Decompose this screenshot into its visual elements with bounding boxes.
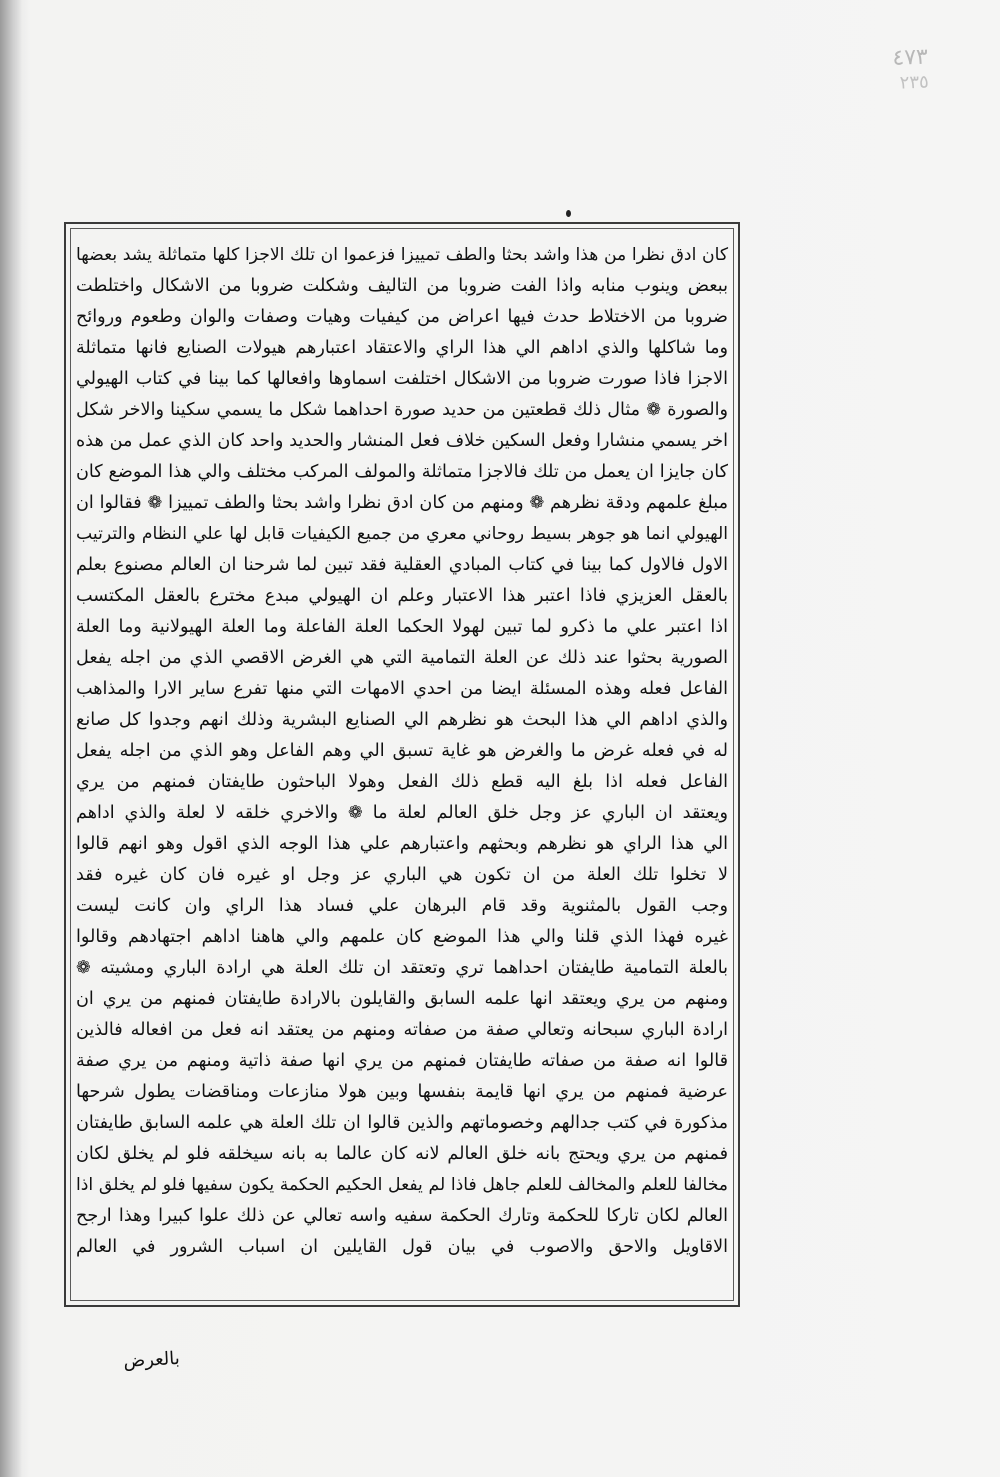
text-line: وما شاكلها والذي اداهم الي هذا الراي والاعتقاد اعتبارهم هيولات الصنايع فانها متماثلة bbox=[76, 338, 728, 358]
text-line: ضروبا من الاختلاط حدث فيها اعراض من كيفيات وهيات وصفات والوان وطعوم وروائح bbox=[76, 307, 728, 327]
text-line: بالعقل العزيزي فاذا اعتبر هذا الاعتبار وعلم ان الهيولي مبدع مخترع بالعقل المكتسب bbox=[76, 586, 728, 606]
text-line: العالم لكان تاركا للحكمة وتارك الحكمة سفيه واسه تعالي عن ذلك علوا كبيرا وهذا ارجح bbox=[76, 1206, 728, 1226]
text-line: ويعتقد ان الباري عز وجل خلق العالم لعلة ما ❁ والاخري خلقه لا لعلة والذي اداهم bbox=[76, 803, 728, 823]
text-line: اذا اعتبر علي ما ذكرو لما تبين لهولا الحكما العلة الفاعلة وما العلة الهيولانية وما العلة bbox=[76, 617, 728, 637]
catchword: بالعرض bbox=[122, 1347, 181, 1372]
manuscript-text-block bbox=[72, 240, 732, 1296]
text-line: ومنهم من يري ويعتقد انها علمه السابق والقايلون بالارادة طايفتان فمنهم من يري ان bbox=[76, 989, 728, 1009]
text-line: غيره فهذا الذي قلنا والي هذا الموضع كان علمهم والي هاهنا اداهم اجتهادهم وقالوا bbox=[76, 927, 728, 947]
folio-number-sub: ٢٣٥ bbox=[899, 71, 930, 94]
text-line: الاجزا فاذا صورت ضروبا من الاشكال اختلفت اسماوها وافعالها كما بينا في كتاب الهيولي bbox=[76, 369, 728, 389]
book-spine-shadow bbox=[0, 0, 22, 1477]
text-line: عرضية فمنهم من يري انها قايمة بنفسها وبين هولا منازعات ومناقضات يطول شرحها bbox=[76, 1082, 728, 1102]
text-line: اخر يسمي منشارا وفعل السكين خلاف فعل المنشار والحديد واحد كان الذي عمل من هذه bbox=[76, 431, 728, 451]
text-line: الهيولي انما هو جوهر بسيط روحاني معري من جميع الكيفيات قابل لها علي النظام والترتيب bbox=[76, 524, 728, 544]
text-line: له في فعله غرض ما والغرض هو غاية تسبق الي وهم الفاعل وهو الذي من اجله يفعل bbox=[76, 741, 728, 761]
folio-number bbox=[847, 44, 930, 94]
text-line: الفاعل فعله وهذه المسئلة ايضا من احدي الامهات التي منها تفرع ساير الارا والمذاهب bbox=[76, 679, 728, 699]
text-line: بالعلة التمامية طايفتان احداهما تري وتعتقد ان تلك العلة هي ارادة الباري ومشيته ❁ bbox=[76, 958, 728, 978]
text-line: الاول فالاول كما بينا في كتاب المبادي العقلية فقد تبين لما شرحنا ان العالم مصنوع بعلم bbox=[76, 555, 728, 575]
text-line: الي هذا الراي هو نظرهم وبحثهم واعتبارهم علي هذا الوجه الذي اقول وهو انهم قالوا bbox=[76, 834, 728, 854]
folio-number-main: ٤٧٣ bbox=[891, 44, 929, 71]
text-line: والذي اداهم الي هذا البحث هو نظرهم الي الصنايع البشرية وذلك انهم وجدوا كل صانع bbox=[76, 710, 728, 730]
text-line: قالوا انه صفة من صفاته طايفتان فمنهم من يري انها صفة ذاتية ومنهم من يري صفة bbox=[76, 1051, 728, 1071]
text-line: ارادة الباري سبحانه وتعالي صفة من صفاته ومنهم من يعتقد انه فعل من افعاله فالذين bbox=[76, 1020, 728, 1040]
ink-dot bbox=[566, 210, 571, 217]
text-line: كان ادق نظرا من هذا واشد بحثا والطف تمييزا فزعموا ان تلك الاجزا كلها متماثلة يشد بعضها bbox=[76, 245, 728, 265]
text-line: مخالفا للعلم والمخالف للعلم جاهل فاذا لم يفعل الحكيم الحكمة يكون سفيها فلو لم يخلق اذا bbox=[76, 1175, 728, 1195]
text-line: وجب القول بالمثنوية وقد قام البرهان علي فساد هذا الراي وان كانت ليست bbox=[76, 896, 728, 916]
text-line: مذكورة في كتب جدالهم وخصوماتهم والذين قالوا ان تلك العلة هي علمه السابق طايفتان bbox=[76, 1113, 728, 1133]
text-line: ببعض وينوب منابه واذا الفت ضروبا من التاليف وشكلت ضروبا من الاشكال واختلطت bbox=[76, 276, 728, 296]
text-line: والصورة ❁ مثال ذلك قطعتين من حديد صورة احداهما شكل ما يسمي سكينا والاخر شكل bbox=[76, 400, 728, 420]
text-line: الاقاويل والاحق والاصوب في بيان قول القايلين ان اسباب الشرور في العالم bbox=[76, 1237, 728, 1257]
text-line: فمنهم من يري ويحتج بانه خلق العالم لانه كان عالما به بانه سيخلقه فلو لم يخلق لكان bbox=[76, 1144, 728, 1164]
text-line: لا تخلوا تلك العلة من ان تكون هي الباري عز وجل او غيره فان كان غيره فقد bbox=[76, 865, 728, 885]
text-line: الفاعل فعله اذا بلغ اليه قطع ذلك الفعل وهولا الباحثون طايفتان فمنهم من يري bbox=[76, 772, 728, 792]
text-line: كان جايزا ان يعمل من تلك فالاجزا متماثلة والمولف المركب مختلف والي هذا الموضع كان bbox=[76, 462, 728, 482]
text-line: الصورية بحثوا عند ذلك عن العلة التمامية التي هي الغرض الاقصي الذي من اجله يفعل bbox=[76, 648, 728, 668]
text-line: مبلغ علمهم ودقة نظرهم ❁ ومنهم من كان ادق نظرا واشد بحثا والطف تمييزا ❁ فقالوا ان bbox=[76, 493, 728, 513]
